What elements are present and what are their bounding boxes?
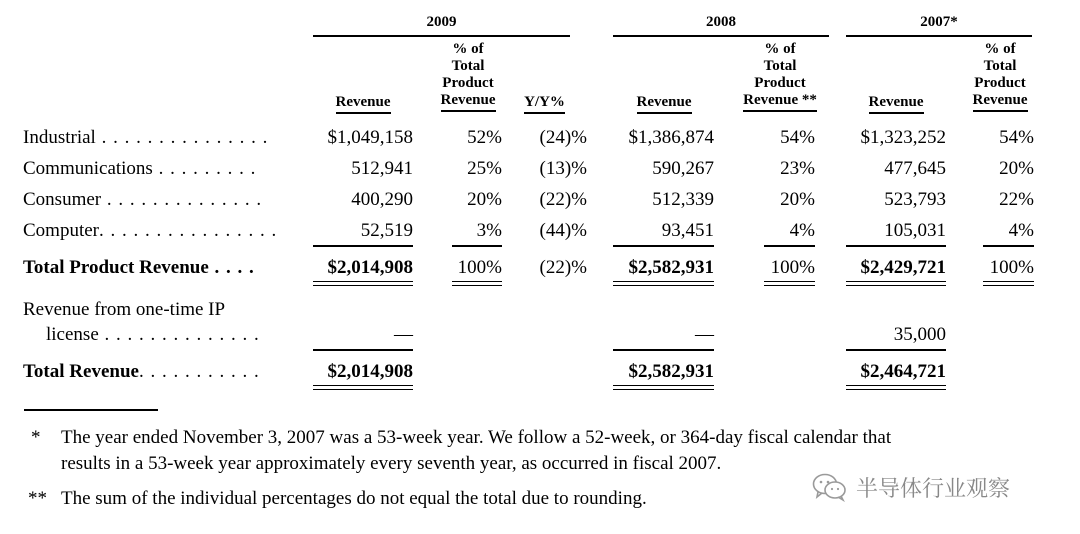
cell-consumer-yy: (22)% [539, 189, 587, 210]
cell-communications-rev-2008: 590,267 [652, 158, 714, 179]
cell-total-product-pct-2008: 100% [770, 257, 815, 278]
cell-total-product-pct-2007: 100% [989, 257, 1034, 278]
subtotal-rule-rev-2009 [313, 245, 413, 247]
row-label-ip-license-line2: license . . . . . . . . . . . . . . [46, 324, 260, 345]
watermark [812, 470, 1062, 504]
cell-communications-pct-2009: 25% [467, 158, 502, 179]
footnote-1-text: The year ended November 3, 2007 was a 53-week year. We follow a 52-week, or 364-day fiscal calendar that results in a 53-week year approximately every seventh year, as occurred in fiscal 2007. [61, 427, 892, 474]
cell-consumer-pct-2007: 22% [999, 189, 1034, 210]
cell-total-product-pct-2009: 100% [457, 257, 502, 278]
cell-communications-rev-2009: 512,941 [351, 158, 413, 179]
total-product-double-rule-pct-2008 [764, 281, 815, 286]
subtotal-rule-pct-2008 [764, 245, 815, 247]
cell-computer-pct-2007: 4% [1008, 220, 1034, 241]
footnote-1-mark: * [31, 427, 41, 448]
col-header-pct-2008: % of Total Product Revenue ** [732, 41, 828, 112]
row-label-communications: Communications . . . . . . . . . [23, 158, 257, 179]
ip-license-rule-2008 [613, 349, 714, 351]
year-rule-2007 [846, 35, 1032, 37]
ip-license-rule-2007 [846, 349, 946, 351]
subtotal-rule-rev-2008 [613, 245, 714, 247]
cell-communications-pct-2007: 20% [999, 158, 1034, 179]
row-label-industrial: Industrial . . . . . . . . . . . . . . . [23, 127, 269, 148]
cell-total-revenue-2007: $2,464,721 [860, 361, 946, 382]
cell-consumer-pct-2008: 20% [780, 189, 815, 210]
row-label-total-product-revenue: Total Product Revenue . . . . [23, 257, 255, 278]
footnote-2-mark: ** [28, 488, 47, 509]
cell-total-revenue-2008: $2,582,931 [628, 361, 714, 382]
cell-consumer-rev-2009: 400,290 [351, 189, 413, 210]
col-header-yy-2009: Y/Y% [517, 94, 572, 114]
total-product-double-rule-rev-2008 [613, 281, 714, 286]
cell-consumer-rev-2007: 523,793 [884, 189, 946, 210]
cell-industrial-pct-2007: 54% [999, 127, 1034, 148]
cell-industrial-rev-2008: $1,386,874 [628, 127, 714, 148]
cell-total-revenue-2009: $2,014,908 [327, 361, 413, 382]
col-header-revenue-2009: Revenue [313, 94, 413, 114]
cell-ip-license-rev-2008: — [695, 324, 714, 345]
col-header-pct-2007: % of Total Product Revenue [963, 41, 1037, 112]
cell-consumer-rev-2008: 512,339 [652, 189, 714, 210]
wechat-icon [812, 472, 848, 502]
cell-computer-rev-2008: 93,451 [661, 220, 714, 241]
cell-industrial-rev-2009: $1,049,158 [327, 127, 413, 148]
ip-license-rule-2009 [313, 349, 413, 351]
cell-communications-pct-2008: 23% [780, 158, 815, 179]
cell-total-product-rev-2008: $2,582,931 [628, 257, 714, 278]
year-rule-2008 [613, 35, 829, 37]
cell-consumer-pct-2009: 20% [467, 189, 502, 210]
cell-computer-yy: (44)% [539, 220, 587, 241]
total-product-double-rule-pct-2007 [983, 281, 1034, 286]
subtotal-rule-pct-2009 [452, 245, 502, 247]
cell-total-product-rev-2009: $2,014,908 [327, 257, 413, 278]
cell-ip-license-rev-2009: — [394, 324, 413, 345]
total-revenue-double-rule-2008 [613, 385, 714, 390]
cell-total-product-yy: (22)% [539, 257, 587, 278]
cell-ip-license-rev-2007: 35,000 [893, 324, 946, 345]
total-revenue-double-rule-2009 [313, 385, 413, 390]
footnote-separator [24, 409, 158, 411]
cell-communications-rev-2007: 477,645 [884, 158, 946, 179]
cell-industrial-yy: (24)% [539, 127, 587, 148]
col-header-revenue-2007: Revenue [846, 94, 946, 114]
year-header-2008: 2008 [706, 14, 736, 30]
cell-total-product-rev-2007: $2,429,721 [860, 257, 946, 278]
cell-computer-pct-2008: 4% [789, 220, 815, 241]
year-rule-2009 [313, 35, 570, 37]
cell-industrial-pct-2008: 54% [780, 127, 815, 148]
row-label-computer: Computer. . . . . . . . . . . . . . . . [23, 220, 278, 241]
cell-computer-pct-2009: 3% [476, 220, 502, 241]
row-label-ip-license-line1: Revenue from one-time IP [23, 299, 226, 320]
total-product-double-rule-rev-2007 [846, 281, 946, 286]
col-header-pct-2009: % of Total Product Revenue [430, 41, 506, 112]
cell-computer-rev-2009: 52,519 [360, 220, 413, 241]
cell-communications-yy: (13)% [539, 158, 587, 179]
row-label-consumer: Consumer . . . . . . . . . . . . . . [23, 189, 263, 210]
row-label-total-revenue: Total Revenue. . . . . . . . . . . [23, 361, 260, 382]
cell-industrial-pct-2009: 52% [467, 127, 502, 148]
subtotal-rule-rev-2007 [846, 245, 946, 247]
total-product-double-rule-pct-2009 [452, 281, 502, 286]
watermark-text: 半导体行业观察 [856, 477, 1011, 502]
year-header-2007: 2007* [920, 14, 958, 30]
col-header-revenue-2008: Revenue [613, 94, 715, 114]
total-revenue-double-rule-2007 [846, 385, 946, 390]
subtotal-rule-pct-2007 [983, 245, 1034, 247]
cell-industrial-rev-2007: $1,323,252 [860, 127, 946, 148]
year-header-2009: 2009 [426, 14, 457, 30]
cell-computer-rev-2007: 105,031 [884, 220, 946, 241]
total-product-double-rule-rev-2009 [313, 281, 413, 286]
footnote-2-text: The sum of the individual percentages do not equal the total due to rounding. [61, 488, 647, 509]
